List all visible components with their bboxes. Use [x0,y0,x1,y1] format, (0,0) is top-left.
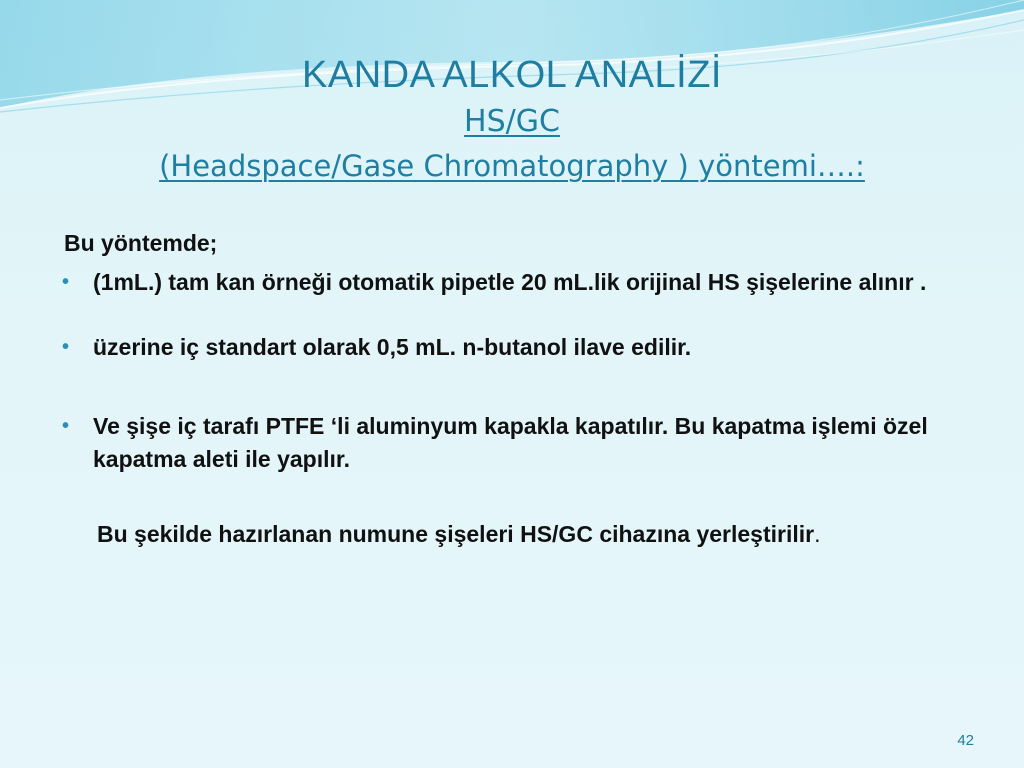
closing-period: . [814,521,821,547]
slide-title [0,52,1024,186]
page-number: 42 [957,732,974,749]
closing-sentence: Bu şekilde hazırlanan numune şişeleri HS/GC cihazına yerleştirilir [97,521,815,547]
bullet-icon: • [62,336,70,358]
bullet-icon: • [62,271,70,293]
bullet-item [60,266,960,299]
bullet-text: (1mL.) tam kan örneği otomatik pipetle 20 mL.lik orijinal HS şişelerine alınır . [93,269,927,295]
title-method [0,146,1024,186]
bullet-text: üzerine iç standart olarak 0,5 mL. n-butanol ilave edilir. [93,334,692,360]
title-method-text: (Headspace/Gase Chromatography ) yöntemi….: [159,149,865,183]
title-subtitle-text: HS/GC [464,104,560,139]
title-main: KANDA ALKOL ANALİZİ [302,54,722,96]
bullet-item [60,410,960,476]
intro-text: Bu yöntemde; [64,230,218,256]
title-subtitle [0,102,1024,142]
closing-text [60,518,960,551]
slide-body [60,227,960,551]
bullet-item [60,331,960,364]
bullet-icon: • [62,415,70,437]
bullet-text: Ve şişe iç tarafı PTFE ‘li aluminyum kapakla kapatılır. Bu kapatma işlemi özel kapatma aleti ile yapılır. [93,413,928,472]
